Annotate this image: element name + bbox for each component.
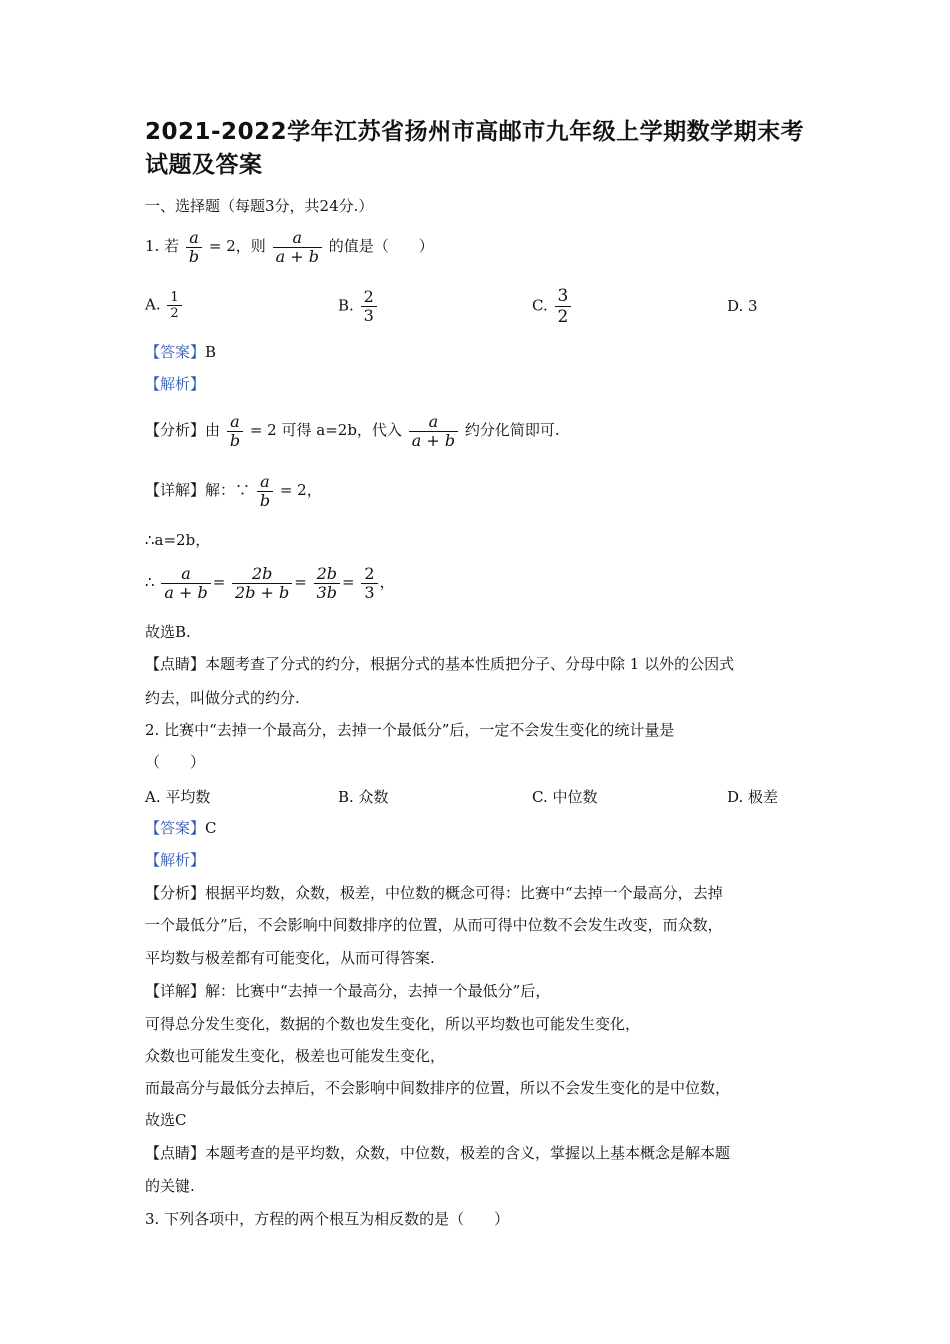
- question-2-paren: （ ）: [145, 753, 206, 771]
- question-3: 3. 下列各项中，方程的两个根互为相反数的是（ ）: [145, 1210, 510, 1228]
- detail-line-3: 众数也可能发生变化，极差也可能发生变化，: [145, 1047, 446, 1065]
- section-heading: 一、选择题（每题3分，共24分.）: [145, 197, 374, 215]
- analysis-tag: 【分析】: [145, 884, 206, 902]
- choose-line: 故选C: [145, 1111, 187, 1129]
- answer-value: C: [205, 819, 217, 837]
- analysis-line-3: 平均数与极差都有可能变化，从而可得答案.: [145, 949, 435, 967]
- analysis-line-2: 一个最低分”后，不会影响中间数排序的位置，从而可得中位数不会发生改变，而众数，: [145, 916, 723, 934]
- answer-tag: 【答案】: [145, 343, 206, 361]
- question-1: [145, 226, 434, 266]
- analysis-heading: 【解析】: [145, 851, 206, 869]
- detail-line-2: 可得总分发生变化，数据的个数也发生变化，所以平均数也可能发生变化，: [145, 1015, 641, 1033]
- question-text: 的值是（ ）: [328, 237, 434, 255]
- question-text: = 2，则: [208, 237, 266, 255]
- analysis-heading: 【解析】: [145, 375, 206, 393]
- option-a: A. 平均数: [145, 788, 211, 806]
- detail-line-1: 【详解】解：比赛中“去掉一个最高分，去掉一个最低分”后，: [145, 982, 551, 1000]
- choose-line: 故选B.: [145, 623, 191, 641]
- remark-line-2: 的关键.: [145, 1177, 195, 1195]
- option-c: C. $\frac{3}{2}$: [532, 286, 573, 327]
- remark-tag: 【点睛】: [145, 655, 206, 673]
- option-a: A. $\frac{1}{2}$: [145, 290, 184, 321]
- option-d: D. 极差: [727, 788, 779, 806]
- remark-line-1: 【点睛】本题考查了分式的约分，根据分式的基本性质把分子、分母中除 1 以外的公因式: [145, 655, 735, 673]
- question-number: 1.: [145, 237, 160, 255]
- analysis-line: 【分析】由 $\frac{a}{b}$ = 2 可得 a=2b，代入 $\frac{a}{a + b}$ 约分化简即可.: [145, 411, 560, 450]
- analysis-tag: 【分析】: [145, 421, 206, 439]
- detail-line-2: ∴a=2b，: [145, 531, 211, 549]
- question-2: 2. 比赛中“去掉一个最高分，去掉一个最低分”后，一定不会发生变化的统计量是: [145, 721, 675, 739]
- answer-line: [145, 342, 216, 362]
- analysis-line-1: 【分析】根据平均数，众数，极差，中位数的概念可得：比赛中“去掉一个最高分，去掉: [145, 884, 723, 902]
- remark-line-1: 【点睛】本题考查的是平均数，众数，中位数，极差的含义，掌握以上基本概念是解本题: [145, 1144, 731, 1162]
- option-d: D. 3: [727, 297, 758, 315]
- detail-line-1: 【详解】解：∵ $\frac{a}{b}$ = 2，: [145, 471, 322, 510]
- remark-tag: 【点睛】: [145, 1144, 206, 1162]
- question-text: 若: [164, 237, 180, 255]
- answer-line: [145, 818, 217, 838]
- option-b: B. $\frac{2}{3}$: [338, 288, 379, 325]
- document-title: 2021-2022学年江苏省扬州市高邮市九年级上学期数学期末考试题及答案: [145, 119, 805, 178]
- detail-line-4: 而最高分与最低分去掉后，不会影响中间数排序的位置，所以不会发生变化的是中位数，: [145, 1079, 731, 1097]
- detail-tag: 【详解】: [145, 481, 206, 499]
- option-c: C. 中位数: [532, 788, 598, 806]
- option-b: B. 众数: [338, 788, 389, 806]
- detail-line-3: ∴ $\frac{a}{a + b}$ = $\frac{2b}{2b + b}$ = $\frac{2b}{3b}$ = $\frac{2}{3}$ ，: [145, 563, 395, 602]
- remark-line-2: 约去，叫做分式的约分.: [145, 689, 300, 707]
- fraction-a-over-a-plus-b: $\frac{a}{a + b}$: [273, 229, 322, 266]
- answer-value: B: [205, 343, 217, 361]
- detail-tag: 【详解】: [145, 982, 206, 1000]
- fraction-a-over-b: $\frac{a}{b}$: [186, 229, 202, 266]
- answer-tag: 【答案】: [145, 819, 206, 837]
